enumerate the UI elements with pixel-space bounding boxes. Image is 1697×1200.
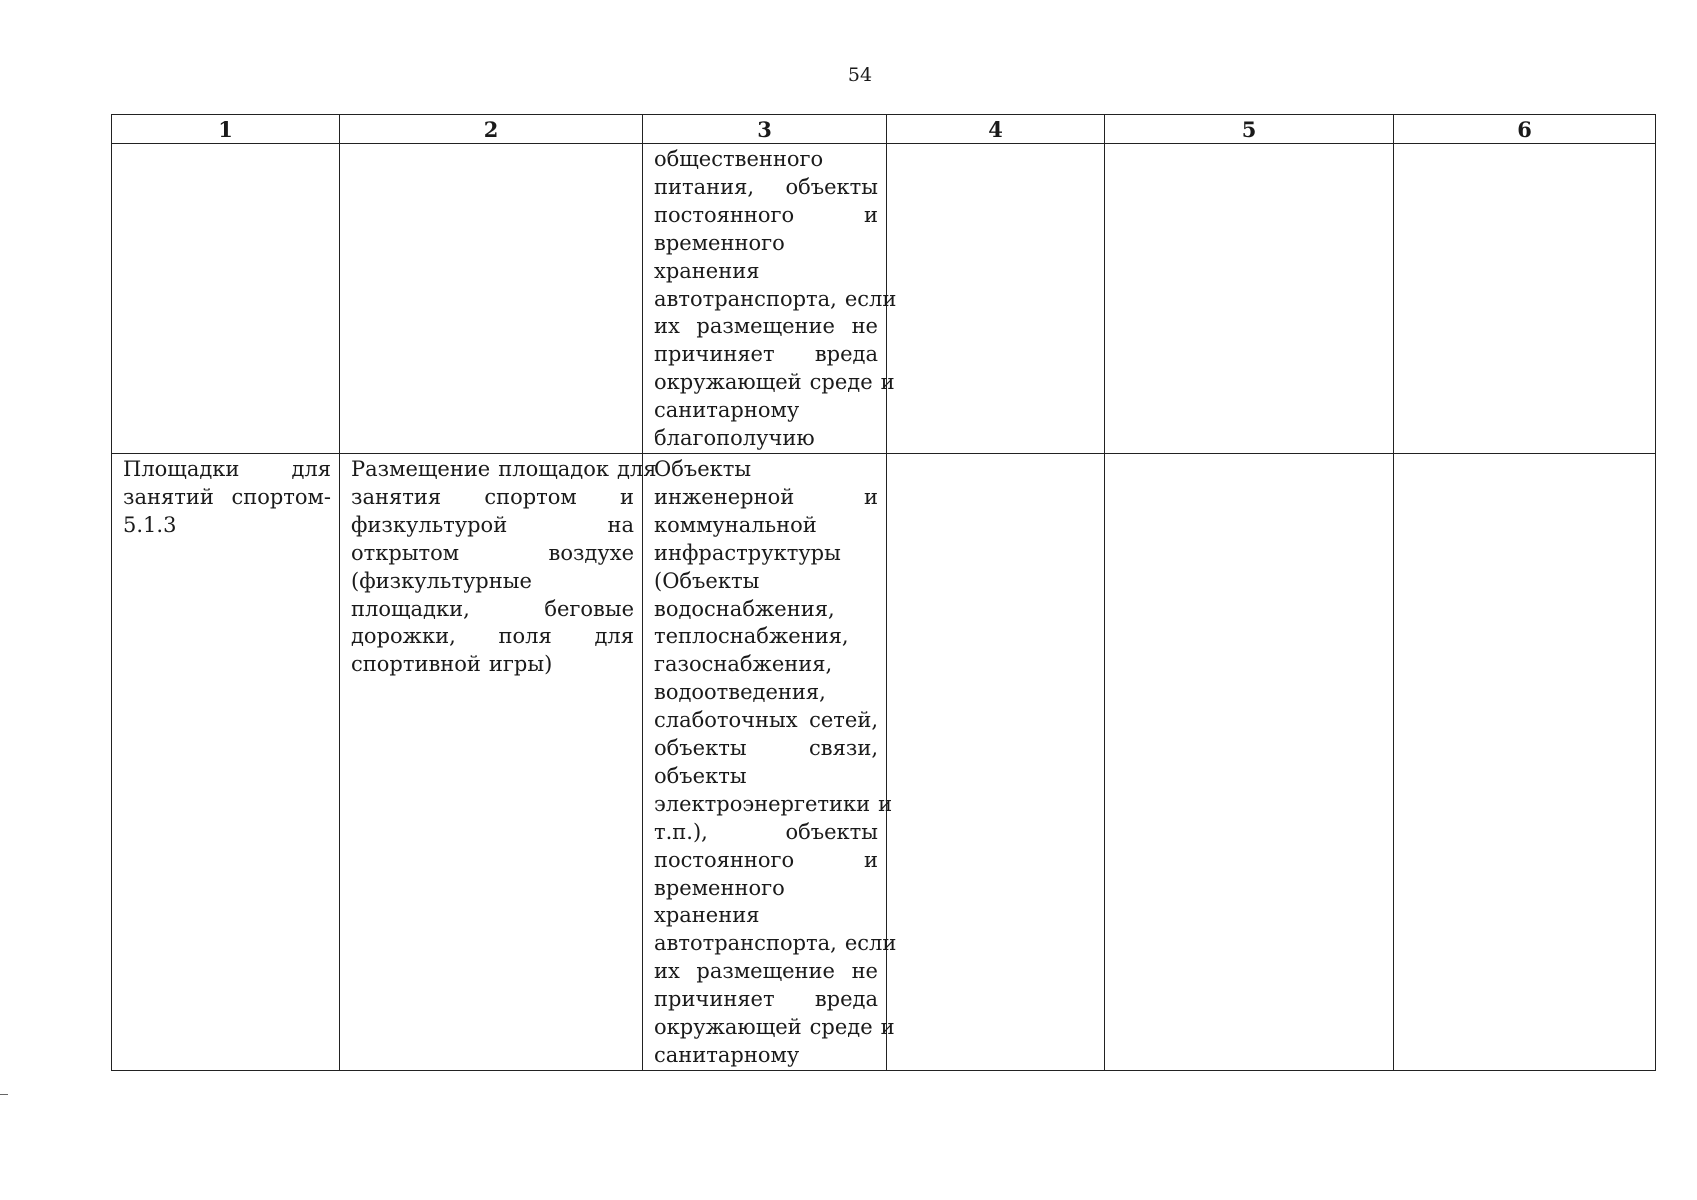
cell-text-line	[654, 958, 878, 986]
cell-word: и	[864, 484, 878, 509]
cell-word: газоснабжения,	[654, 652, 833, 677]
table-row	[112, 144, 1656, 454]
cell-word: коммунальной	[654, 512, 817, 537]
column-header-1: 1	[112, 115, 340, 144]
cell-text-line	[351, 596, 634, 624]
cell-word: для	[616, 456, 657, 481]
cell-word: занятия	[351, 484, 442, 509]
cell-word: открытом	[351, 540, 460, 565]
cell-text-line	[654, 341, 878, 369]
cell-word: если	[844, 931, 897, 956]
cell-word: Площадки	[123, 456, 240, 481]
cell-text-line	[654, 679, 878, 707]
cell-word: благополучию	[654, 426, 815, 451]
cell-word: спортивной	[351, 652, 481, 677]
cell-word: (Объекты	[654, 568, 760, 593]
column-header-5: 5	[1105, 115, 1394, 144]
table-cell	[1105, 144, 1394, 454]
cell-word: и	[619, 484, 634, 509]
cell-text-line	[123, 456, 331, 484]
table-cell	[643, 144, 897, 454]
cell-text-line	[351, 623, 634, 651]
cell-word: спортом	[484, 484, 577, 509]
cell-word: размещение	[696, 314, 835, 339]
cell-word: временного	[654, 875, 785, 900]
cell-text-line	[654, 875, 878, 903]
cell-text-line	[123, 484, 331, 512]
cell-word: Размещение	[351, 456, 491, 481]
cell-word: Объекты	[654, 456, 752, 481]
cell-text-line	[654, 174, 878, 202]
cell-word: слаботочных	[654, 708, 798, 733]
cell-text-line	[351, 456, 657, 484]
cell-word: сетей,	[809, 708, 878, 733]
cell-text-line	[351, 484, 634, 512]
cell-word: вреда	[814, 987, 878, 1012]
cell-word: беговые	[544, 596, 634, 621]
cell-text-line	[654, 540, 878, 568]
cell-text-line	[654, 425, 878, 453]
cell-word: т.п.),	[654, 819, 708, 844]
cell-word: игры)	[488, 652, 553, 677]
table-cell	[643, 453, 897, 1070]
cell-text-line	[654, 1042, 878, 1070]
scan-edge-mark	[0, 1094, 8, 1095]
cell-text-line	[654, 258, 878, 286]
cell-text-line	[654, 286, 897, 314]
cell-text-line	[654, 902, 878, 930]
cell-word: и	[880, 370, 895, 395]
cell-text-line	[654, 230, 878, 258]
cell-word: и	[880, 1015, 895, 1040]
cell-word: на	[607, 512, 634, 537]
table-cell	[887, 144, 1105, 454]
cell-word: временного	[654, 230, 785, 255]
cell-text-line	[123, 512, 331, 540]
cell-word: окружающей	[654, 370, 802, 395]
cell-text-line	[351, 512, 634, 540]
cell-word: автотранспорта,	[654, 931, 837, 956]
cell-word: связи,	[809, 736, 878, 761]
cell-word: поля	[498, 624, 552, 649]
page-number: 54	[847, 64, 873, 86]
regulations-table	[111, 114, 1656, 1071]
cell-word: хранения	[654, 903, 760, 928]
cell-word: 5.1.3	[123, 512, 177, 537]
cell-word: объекты	[654, 763, 747, 788]
cell-word: их	[654, 959, 680, 984]
cell-text-line	[654, 791, 893, 819]
cell-text-line	[654, 397, 878, 425]
cell-word: если	[844, 286, 897, 311]
cell-word: причиняет	[654, 342, 775, 367]
table-cell	[1394, 453, 1656, 1070]
cell-text-line	[351, 568, 634, 596]
cell-word: воздухе	[548, 540, 634, 565]
table-cell	[887, 453, 1105, 1070]
cell-text-line	[351, 651, 634, 679]
table-cell	[112, 144, 340, 454]
cell-word: постоянного	[654, 202, 795, 227]
cell-word: их	[654, 314, 680, 339]
cell-word: водоснабжения,	[654, 596, 835, 621]
cell-word: санитарному	[654, 1043, 800, 1067]
column-header-6: 6	[1394, 115, 1656, 144]
table-header-row	[112, 115, 1656, 144]
cell-word: инженерной	[654, 484, 795, 509]
cell-text-line	[351, 540, 634, 568]
cell-text-line	[654, 369, 895, 397]
cell-word: не	[851, 959, 878, 984]
cell-word: размещение	[696, 959, 835, 984]
cell-word: объекты	[785, 819, 878, 844]
cell-word: (физкультурные	[351, 568, 532, 593]
cell-text-line	[654, 512, 878, 540]
cell-word: электроэнергетики	[654, 791, 871, 816]
cell-word: общественного	[654, 147, 824, 171]
table-cell	[112, 453, 340, 1070]
cell-text-line	[654, 763, 878, 791]
cell-text-line	[654, 986, 878, 1014]
table-row	[112, 453, 1656, 1070]
cell-word: спортом-	[231, 484, 331, 509]
cell-text-line	[654, 568, 878, 596]
cell-text-line	[654, 930, 897, 958]
table-cell	[1394, 144, 1656, 454]
column-header-3: 3	[643, 115, 887, 144]
cell-text-line	[654, 596, 878, 624]
cell-word: площадки,	[351, 596, 470, 621]
column-header-4: 4	[887, 115, 1105, 144]
cell-text-line	[654, 735, 878, 763]
cell-word: физкультурой	[351, 512, 508, 537]
cell-text-line	[654, 819, 878, 847]
cell-text-line	[654, 202, 878, 230]
cell-word: постоянного	[654, 847, 795, 872]
cell-text-line	[654, 847, 878, 875]
cell-word: объекты	[785, 174, 878, 199]
cell-text-line	[654, 707, 878, 735]
cell-text-line	[654, 313, 878, 341]
cell-word: среде	[809, 1015, 873, 1040]
cell-word: вреда	[814, 342, 878, 367]
cell-word: санитарному	[654, 398, 800, 423]
cell-word: теплоснабжения,	[654, 624, 849, 649]
cell-word: для	[594, 624, 634, 649]
table-cell	[1105, 453, 1394, 1070]
cell-word: объекты	[654, 736, 747, 761]
cell-word: дорожки,	[351, 624, 456, 649]
cell-text-line	[654, 651, 878, 679]
cell-word: и	[864, 202, 878, 227]
cell-word: инфраструктуры	[654, 540, 841, 565]
cell-text-line	[654, 623, 878, 651]
cell-word: и	[864, 847, 878, 872]
column-header-2: 2	[340, 115, 643, 144]
cell-word: площадок	[498, 456, 609, 481]
cell-text-line	[654, 1014, 895, 1042]
cell-word: автотранспорта,	[654, 286, 837, 311]
cell-text-line	[654, 456, 878, 484]
cell-word: не	[851, 314, 878, 339]
cell-word: причиняет	[654, 987, 775, 1012]
table-cell	[340, 144, 643, 454]
cell-word: окружающей	[654, 1015, 802, 1040]
cell-text-line	[654, 146, 878, 174]
cell-word: для	[291, 456, 331, 481]
cell-text-line	[654, 484, 878, 512]
cell-word: среде	[809, 370, 873, 395]
cell-word: занятий	[123, 484, 214, 509]
table-cell	[340, 453, 657, 1070]
cell-word: и	[878, 791, 893, 816]
cell-word: хранения	[654, 258, 760, 283]
cell-word: питания,	[654, 174, 755, 199]
cell-word: водоотведения,	[654, 680, 826, 705]
